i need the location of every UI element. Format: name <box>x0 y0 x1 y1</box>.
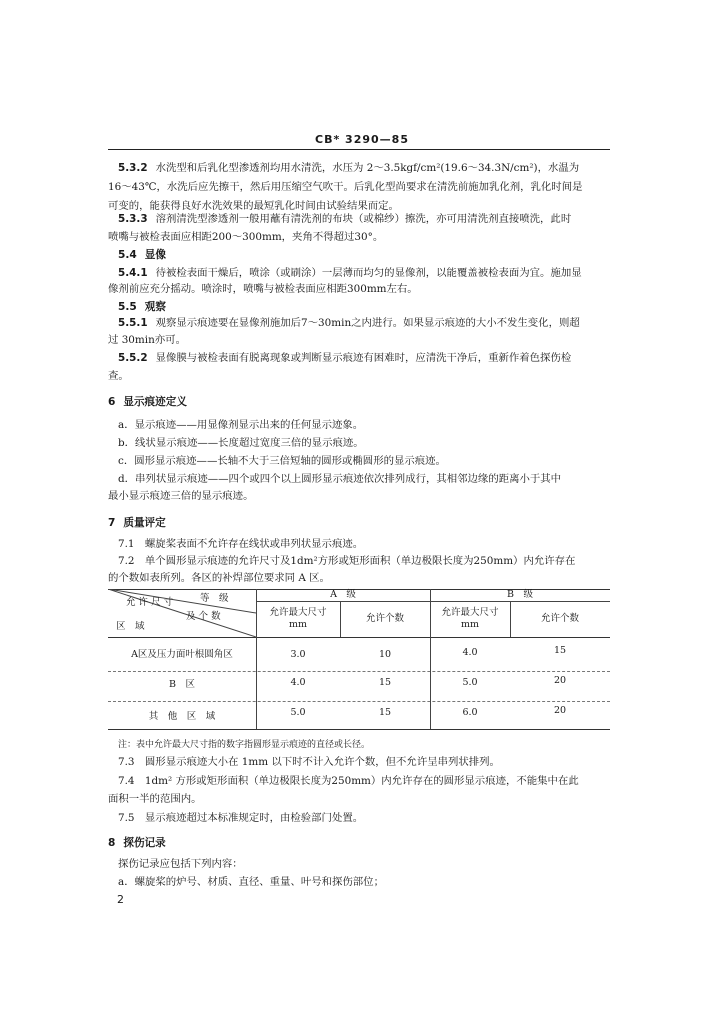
clause-7-2-line-2: 的个数如表所列。各区的补焊部位要求同 A 区。 <box>108 572 330 584</box>
section-7-heading: 7 质量评定 <box>108 517 166 529</box>
clause-7-2-line-1: 7.2 单个圆形显示痕迹的允许尺寸及1dm²方形或矩形面积（单边极限长度为250mm）内允许存在 <box>118 555 576 567</box>
row-a-size: 5.0 <box>290 707 306 718</box>
record-intro: 探伤记录应包括下列内容： <box>118 858 243 870</box>
standard-code: CB* 3290—85 <box>315 133 409 146</box>
row-a-count: 15 <box>378 677 392 688</box>
section-6-heading: 6 显示痕迹定义 <box>108 396 187 408</box>
paragraph-5-4-1-line-1: 5.4.1 待被检表面干燥后，喷涂（或刷涂）一层薄而均匀的显像剂，以能覆盖被检表面为宜。施加显 <box>118 267 582 279</box>
definition-b: b．线状显示痕迹——长度超过宽度三倍的显示痕迹。 <box>118 437 364 449</box>
paragraph-5-5-2-line-1: 5.5.2 显像膜与被检表面有脱离现象或判断显示痕迹有困难时，应清洗干净后，重新作着色探伤检 <box>118 352 572 364</box>
definition-d-line-2: 最小显示痕迹三倍的显示痕迹。 <box>108 490 254 502</box>
definition-c: c．圆形显示痕迹——长轴不大于三倍短轴的圆形或椭圆形的显示痕迹。 <box>118 455 446 467</box>
paragraph-5-3-2-line-1: 5.3.2 水洗型和后乳化型渗透剂均用水清洗，水压为 2～3.5kgf/cm²(19.6～34.3N/cm²)，水温为 <box>118 162 580 174</box>
section-5-5-heading: 5.5 观察 <box>118 301 166 313</box>
paragraph-5-3-3-line-1: 5.3.3 溶剂清洗型渗透剂一般用蘸有清洗剂的布块（或棉纱）擦洗，亦可用清洗剂直接喷洗，此时 <box>118 213 572 225</box>
row-b-count: 20 <box>553 705 567 716</box>
clause-7-3: 7.3 圆形显示痕迹大小在 1mm 以下时不计入允许个数，但不允许呈串列状排列。 <box>118 756 500 768</box>
paragraph-5-3-3-line-2: 喷嘴与被检表面应相距200～300mm，夹角不得超过30°。 <box>108 231 384 243</box>
clause-7-4-line-2: 面积一半的范围内。 <box>108 793 202 805</box>
grade-b-header: B 级 <box>507 589 533 600</box>
b-size-header: 允许最大尺寸 mm <box>441 607 499 630</box>
paragraph-5-3-2-line-3: 可变的，能获得良好水洗效果的最短乳化时间由试验结果而定。 <box>108 200 399 212</box>
header-rule <box>108 149 610 150</box>
corner-label-count: 及 个 数 <box>186 611 221 622</box>
paragraph-5-5-2-line-2: 查。 <box>108 370 129 382</box>
row-b-count: 15 <box>553 645 567 656</box>
page-number: 2 <box>117 893 124 906</box>
corner-label-allow: 允 许 尺 寸 <box>126 597 174 608</box>
definition-a: a．显示痕迹——用显像剂显示出来的任何显示迹象。 <box>118 419 364 431</box>
row-a-count: 15 <box>378 707 392 718</box>
quality-table <box>108 589 610 729</box>
row-a-size: 3.0 <box>290 649 306 660</box>
a-count-header: 允许个数 <box>365 613 404 624</box>
grade-a-header: A 级 <box>330 589 356 600</box>
definition-d-line-1: d．串列状显示痕迹——四个或四个以上圆形显示痕迹依次排列成行，其相邻边缘的距离小于其中 <box>118 473 562 485</box>
table-row-rule <box>108 671 610 672</box>
row-region: 其 他 区 域 <box>148 711 216 722</box>
row-region: A区及压力面叶根圆角区 <box>131 649 233 660</box>
section-5-4-heading: 5.4 显像 <box>118 249 166 261</box>
record-item-a: a．螺旋桨的炉号、材质、直径、重量、叶号和探伤部位； <box>118 876 384 888</box>
corner-label-region: 区 域 <box>116 621 145 632</box>
table-header-rule <box>108 637 610 638</box>
table-bottom-rule <box>108 729 610 730</box>
table-row-rule <box>108 701 610 702</box>
row-b-count: 20 <box>553 675 567 686</box>
section-8-heading: 8 探伤记录 <box>108 837 166 849</box>
paragraph-5-4-1-line-2: 像剂前应充分摇动。喷涂时，喷嘴与被检表面应相距300mm左右。 <box>108 283 418 295</box>
clause-7-1: 7.1 螺旋桨表面不允许存在线状或串列状显示痕迹。 <box>118 538 364 550</box>
row-region: B 区 <box>169 679 195 690</box>
row-b-size: 6.0 <box>462 707 478 718</box>
corner-label-grade: 等 级 <box>200 593 229 604</box>
row-b-size: 5.0 <box>462 677 478 688</box>
row-a-count: 10 <box>378 649 392 660</box>
row-a-size: 4.0 <box>290 677 306 688</box>
paragraph-5-3-2-line-2: 16～43℃，水洗后应先擦干，然后用压缩空气吹干。后乳化型尚要求在清洗前施加乳化剂，乳化时间是 <box>108 181 583 193</box>
b-count-header: 允许个数 <box>540 613 579 624</box>
paragraph-5-5-1-line-1: 5.5.1 观察显示痕迹要在显像剂施加后7～30min之内进行。如果显示痕迹的大小不发生变化，则超 <box>118 317 580 329</box>
table-note: 注：表中允许最大尺寸指的数字指圆形显示痕迹的直径或长径。 <box>118 740 371 750</box>
paragraph-5-5-1-line-2: 过 30min亦可。 <box>108 334 186 346</box>
clause-7-4-line-1: 7.4 1dm² 方形或矩形面积（单边极限长度为250mm）内允许存在的圆形显示痕迹，不能集中在此 <box>118 775 579 787</box>
table-grade-rule <box>256 601 610 602</box>
row-b-size: 4.0 <box>462 647 478 658</box>
clause-7-5: 7.5 显示痕迹超过本标准规定时，由检验部门处置。 <box>118 812 364 824</box>
a-size-header: 允许最大尺寸 mm <box>269 607 327 630</box>
